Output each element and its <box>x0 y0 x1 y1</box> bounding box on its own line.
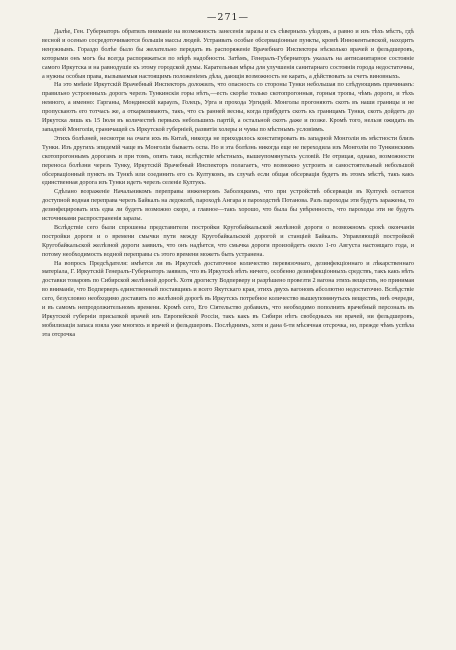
paragraph-4: Сдѣлано возраженіе Начальникомъ переправы инженеромъ Заболоцкимъ, что при устройствѣ обсерваціи въ Култукѣ остается доступной водная переправа черезъ Байкалъ на ледоколѣ, пароходѣ Ангара и пароходствѣ Потанова. Разъ пароходы эти будутъ заражены, то дезинфецировать ихъ едва ли будетъ возможно скоро, а главное—такъ хорошо, что была бы увѣренность, что пароходы эти не будутъ источниками распространенія заразы. <box>42 188 414 223</box>
paragraph-6: На вопросъ Предсѣдателя: имѣется ли въ Иркутскѣ достаточное количество перевязочнаго, дезинфекціоннаго и лѣкарственнаго матеріала, Г. Иркутскій Генералъ-Губернаторъ заявилъ, что въ Иркутскѣ нѣтъ ничего, особенно дезинфекціонныхъ средствъ, такъ какъ нѣтъ доставки товаровъ по Сибирской желѣзной дорогѣ. Хотя дрогисту Водперверу и разрѣшено провезти 2 вагона этихъ веществъ, но принимая во вниманіе, что Водперверъ единственный поставщикъ и всего Якутскаго края, этихъ двухъ вагоновъ абсолютно недостаточно. Вслѣдствіе сего, безусловно необходимо доставить по желѣзной дорогѣ въ Иркутскъ потребное количество вышеупомянутыхъ веществъ, внѣ очереди, и въ самомъ непродолжительномъ времени. Кромѣ сего, Его Сіятельство добавилъ, что необходимо пополнить врачебный персоналъ въ Иркутской губерніи присылкой врачей изъ Европейской Россіи, такъ какъ въ Сибири нѣтъ свободныхъ ни врачей, ни фельдшеровъ, мобилизація запаса взяла уже многихъ и врачей и фельдшеровъ. Послѣднимъ, хотя и дана 6-ти мѣсячная отсрочка, но, прежде чѣмъ успѣла эта отсрочка <box>42 259 414 338</box>
page-number: —271— <box>206 12 250 23</box>
paragraph-5: Вслѣдствіе сего были спрошены представители постройки Кругобайкальской желѣзной дороги о возможномъ срокѣ окончанія постройки дороги и о времени смычки пути между Кругобайкальской дорогой и станціей Байкалъ. Управляющій постройкой Кругобайкальской желѣзной дороги заявилъ, что онъ надѣется, что смычка дороги произойдетъ около 1-го Августа настоящаго года, и потому необходимость водной переправы съ этого времени можетъ быть устранена. <box>42 223 414 258</box>
paragraph-1: Далѣе, Ген. Губернаторъ обратилъ вниманіе на возможность занесенія заразы и съ сѣверныхъ уѣздовъ, а равно и изъ тѣхъ мѣстъ, гдѣ весной и осенью сосредоточиваются большія массы людей. Устраивать особые обсерваціонные пункты, кромѣ Иннокентьевской, находитъ ненужнымъ. Гораздо болѣе было бы желательно передать въ распоряженіе Врачебнаго Инспектора нѣсколько врачей и фельдшеровъ, которыми онъ могъ бы всегда распоряжаться по мѣрѣ надобности. Затѣмъ, Генералъ-Губернаторъ указалъ на антисанитарное состояніе самого Иркутска и на равнодушіе къ этому городской думы. Карательныя мѣры для улучшенія санитарнаго состоянія города недостаточны, а нужны особыя права, вызываемыя настоящимъ положеніемъ дѣла, дающія возможность не карать, а дѣйствовать за счетъ виновныхъ. <box>42 28 414 80</box>
paragraph-3: Этихъ болѣзней, несмотря на очаги ихъ въ Китаѣ, никогда не приходилось констатировать въ западной Монголіи въ мѣстности близъ Тунки. Изъ другихъ эпидемій чаще въ Монголіи бываетъ оспа. Но и эта болѣзнь никогда еще не переходила изъ Монголіи по Тункинскимъ скотопрогоннымъ дорогамъ и при томъ, опять таки, вслѣдствіе мѣстныхъ, вышеупомянутыхъ условій. Не отрицая, однако, возможности переноса болѣзни черезъ Тунку, Иркутскій Врачебный Инспекторъ полагаетъ, что возможно устроить и самостоятельный небольшой обсерваціонный пунктъ въ Тункѣ или соединить его съ Култукомъ, въ случаѣ если общая обсервація будетъ въ этомъ мѣстѣ, такъ какъ единственная дорога изъ Тунки идетъ черезъ селеніе Култукъ. <box>42 134 414 187</box>
paragraph-2: На это мнѣніе Иркутскій Врачебный Инспекторъ доложилъ, что опасность со стороны Тунки небольшая по слѣдующимъ причинамъ: правильно устроенныхъ дорогъ черезъ Тункинскія горы нѣтъ,—есть скорѣе только скотопрогонныя, горныя тропы, чѣмъ дороги, и тѣхъ немного, а именно: Гарганы, Мондинскій караулъ, Голецъ, Урга и прохода Ургидей. Монголы прогоняютъ скотъ въ наши границы и не пропускаютъ его тотчасъ же, а откармливаютъ, такъ, что съ ранней весны, когда прибудетъ скотъ къ границамъ Тунки, скотъ дойдетъ до Иркутска лишь къ 15 Іюля въ количествѣ первыхъ небольшихъ партій, а остальной скотъ даже и позже. Кромѣ того, нельзя ожидать въ западной Монголіи, граничащей съ Иркутской губерніей, развитія холеры и чумы по мѣстнымъ условіямъ. <box>42 81 414 133</box>
